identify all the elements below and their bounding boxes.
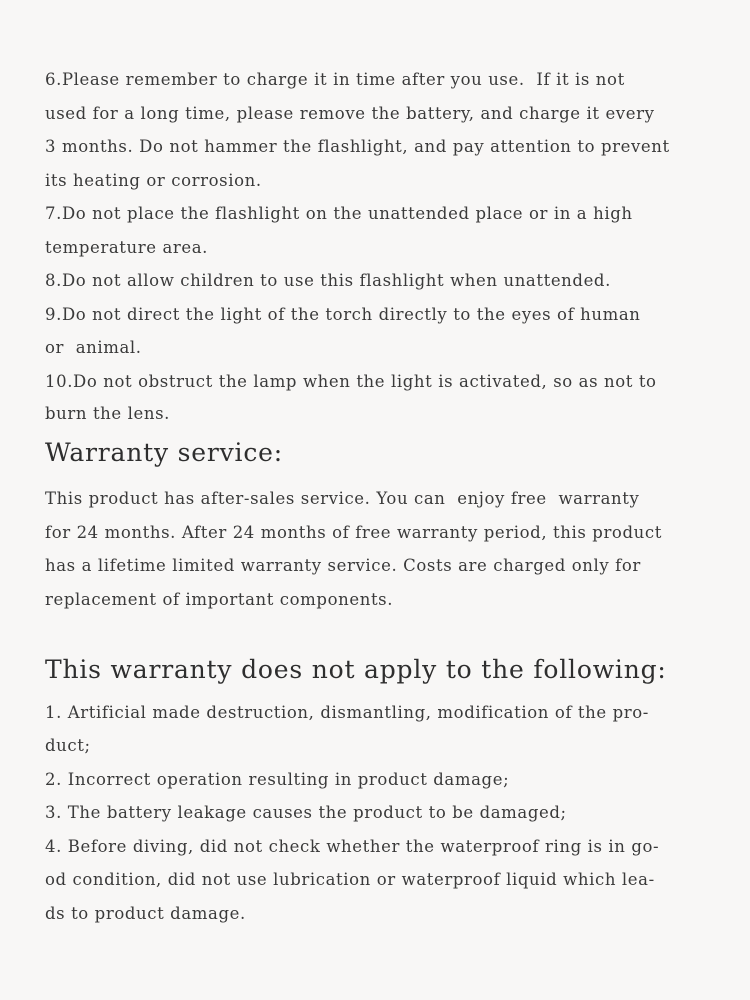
exclusion-4-line-2: od condition, did not use lubrication or waterproof liquid which lea- (45, 870, 655, 889)
precaution-6-line-3: 3 months. Do not hammer the flashlight, and pay attention to prevent (45, 137, 670, 156)
precaution-6-line-1: 6.Please remember to charge it in time after you use. If it is not (45, 70, 625, 89)
exclusion-3-line-1: 3. The battery leakage causes the product to be damaged; (45, 803, 567, 822)
precaution-6-line-2: used for a long time, please remove the battery, and charge it every (45, 104, 655, 123)
exclusion-4-line-3: ds to product damage. (45, 904, 246, 923)
precaution-9-line-1: 9.Do not direct the light of the torch directly to the eyes of human (45, 305, 641, 324)
precaution-10-line-1: 10.Do not obstruct the lamp when the light is activated, so as not to (45, 372, 657, 391)
exclusion-4-line-1: 4. Before diving, did not check whether the waterproof ring is in go- (45, 837, 660, 856)
precaution-7-line-1: 7.Do not place the flashlight on the unattended place or in a high (45, 204, 633, 223)
precaution-8-line-1: 8.Do not allow children to use this flashlight when unattended. (45, 271, 611, 290)
precaution-6-line-4: its heating or corrosion. (45, 171, 262, 190)
warranty-line-3: has a lifetime limited warranty service. Costs are charged only for (45, 556, 641, 575)
warranty-line-1: This product has after-sales service. You can enjoy free warranty (45, 489, 640, 508)
precaution-9-line-2: or animal. (45, 338, 142, 357)
warranty-line-2: for 24 months. After 24 months of free warranty period, this product (45, 523, 662, 542)
exclusion-2-line-1: 2. Incorrect operation resulting in product damage; (45, 770, 510, 789)
exclusions-title: This warranty does not apply to the following: (45, 655, 667, 684)
warranty-line-4: replacement of important components. (45, 590, 394, 609)
warranty-title: Warranty service: (45, 438, 283, 467)
precaution-7-line-2: temperature area. (45, 238, 209, 257)
exclusion-1-line-2: duct; (45, 736, 91, 755)
exclusion-1-line-1: 1. Artificial made destruction, dismantling, modification of the pro- (45, 703, 649, 722)
precaution-10-line-2: burn the lens. (45, 404, 170, 423)
